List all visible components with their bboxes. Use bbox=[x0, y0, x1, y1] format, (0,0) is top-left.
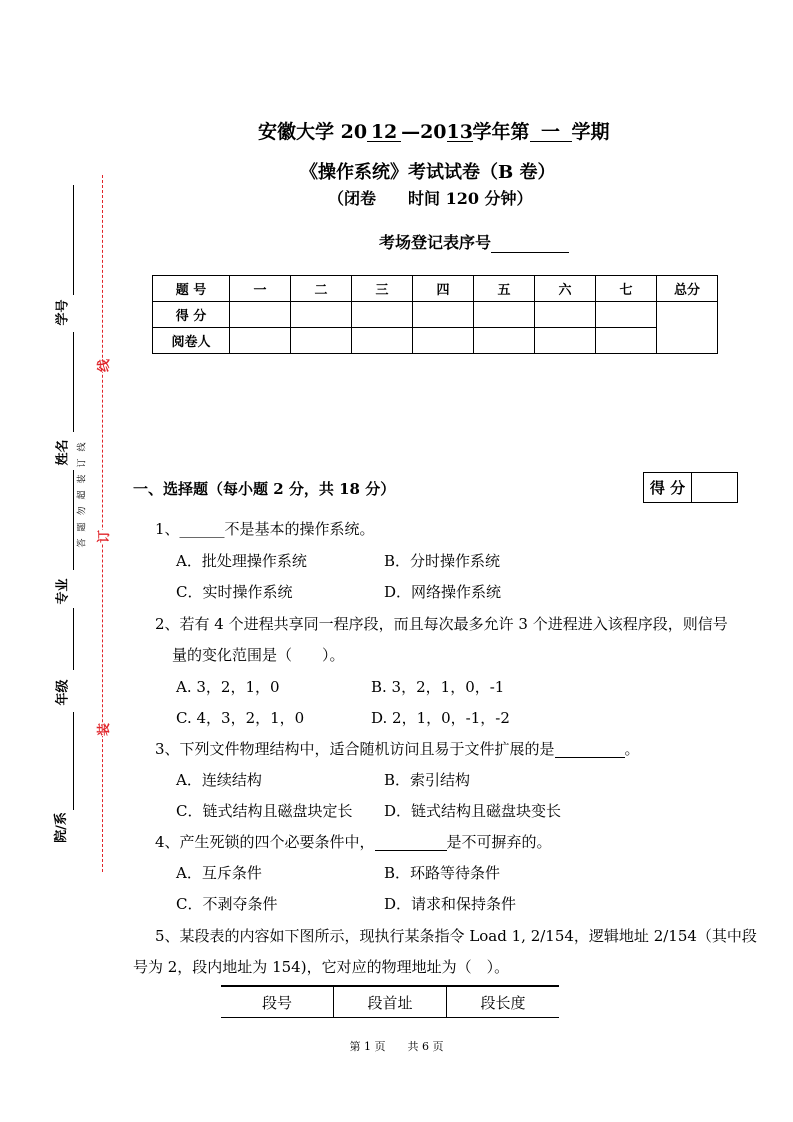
field-line bbox=[73, 608, 74, 670]
field-name: 姓名 bbox=[55, 439, 71, 466]
question-5-cont: 号为 2，段内地址为 154)，它对应的物理地址为（ ）。 bbox=[133, 958, 510, 976]
score-table bbox=[152, 275, 718, 354]
registration-number: 考场登记表序号 bbox=[379, 230, 569, 253]
section-score-box bbox=[643, 472, 738, 503]
option: B. 3，2，1，0，-1 bbox=[371, 678, 505, 696]
row-label: 得 分 bbox=[153, 302, 230, 328]
option: B．分时操作系统 bbox=[384, 552, 501, 570]
field-major: 专业 bbox=[55, 578, 71, 605]
question-1: 1、______不是基本的操作系统。 bbox=[155, 520, 375, 538]
option: B．环路等待条件 bbox=[384, 864, 501, 882]
field-line bbox=[73, 185, 74, 295]
option: A．连续结构 bbox=[176, 771, 262, 789]
exam-title-line3: （闭卷 时间 120 分钟） bbox=[328, 189, 533, 208]
option: A．批处理操作系统 bbox=[176, 552, 307, 570]
header-cell: 段长度 bbox=[447, 986, 560, 1018]
header-cell: 二 bbox=[291, 276, 352, 302]
cut-mark: 订 bbox=[93, 530, 112, 543]
cut-line bbox=[102, 175, 103, 872]
header-cell: 段号 bbox=[261, 993, 292, 1012]
score-label: 得 分 bbox=[649, 479, 686, 497]
field-department: 院/系 bbox=[53, 812, 69, 843]
option: C．链式结构且磁盘块定长 bbox=[176, 802, 353, 820]
question-2-cont: 量的变化范围是（ ）。 bbox=[172, 646, 345, 664]
question-5: 5、某段表的内容如下图所示，现执行某条指令 Load 1, 2/154，逻辑地址 2/154（其中段 bbox=[155, 927, 757, 945]
option: A. 3，2，1，0 bbox=[176, 678, 280, 696]
option: D．请求和保持条件 bbox=[384, 895, 517, 913]
exam-title-line2: 《操作系统》考试试卷（B 卷） bbox=[300, 162, 556, 183]
header-cell: 总分 bbox=[657, 276, 718, 302]
option: D．网络操作系统 bbox=[384, 583, 502, 601]
header-cell: 题 号 bbox=[153, 276, 230, 302]
exam-title-line1: 安徽大学 20 12 —2013学年第 一 学期 bbox=[258, 121, 610, 143]
option: C．不剥夺条件 bbox=[176, 895, 278, 913]
field-student-id: 学号 bbox=[55, 299, 71, 326]
question-3: 3、下列文件物理结构中，适合随机访问且易于文件扩展的是 。 bbox=[155, 740, 640, 758]
cut-mark: 线 bbox=[93, 359, 112, 372]
header-cell: 六 bbox=[535, 276, 596, 302]
header-cell: 七 bbox=[596, 276, 657, 302]
option: C. 4，3，2，1，0 bbox=[176, 709, 305, 727]
header-cell: 四 bbox=[413, 276, 474, 302]
segment-table bbox=[221, 985, 559, 1018]
field-line bbox=[73, 332, 74, 432]
cut-mark: 装 bbox=[93, 723, 112, 736]
total-score-cell bbox=[657, 302, 718, 354]
option: C．实时操作系统 bbox=[176, 583, 293, 601]
option: D．链式结构且磁盘块变长 bbox=[384, 802, 562, 820]
field-line bbox=[73, 712, 74, 810]
header-cell: 五 bbox=[474, 276, 535, 302]
header-cell: 段首址 bbox=[334, 986, 447, 1018]
question-4: 4、产生死锁的四个必要条件中， 是不可摒弃的。 bbox=[155, 833, 552, 851]
page-footer: 第 1 页 共 6 页 bbox=[349, 1040, 444, 1053]
option: B．索引结构 bbox=[384, 771, 471, 789]
option: A．互斥条件 bbox=[176, 864, 262, 882]
header-cell: 一 bbox=[230, 276, 291, 302]
header-cell: 三 bbox=[352, 276, 413, 302]
option: D. 2，1，0，-1，-2 bbox=[371, 709, 510, 727]
section-heading: 一、选择题（每小题 2 分，共 18 分） bbox=[133, 480, 396, 498]
field-grade: 年级 bbox=[55, 679, 71, 706]
binding-notice: 答题勿超装订线 bbox=[77, 435, 88, 548]
question-2: 2、若有 4 个进程共享同一程序段，而且每次最多允许 3 个进程进入该程序段，则信号 bbox=[155, 615, 728, 633]
row-label: 阅卷人 bbox=[153, 328, 230, 354]
